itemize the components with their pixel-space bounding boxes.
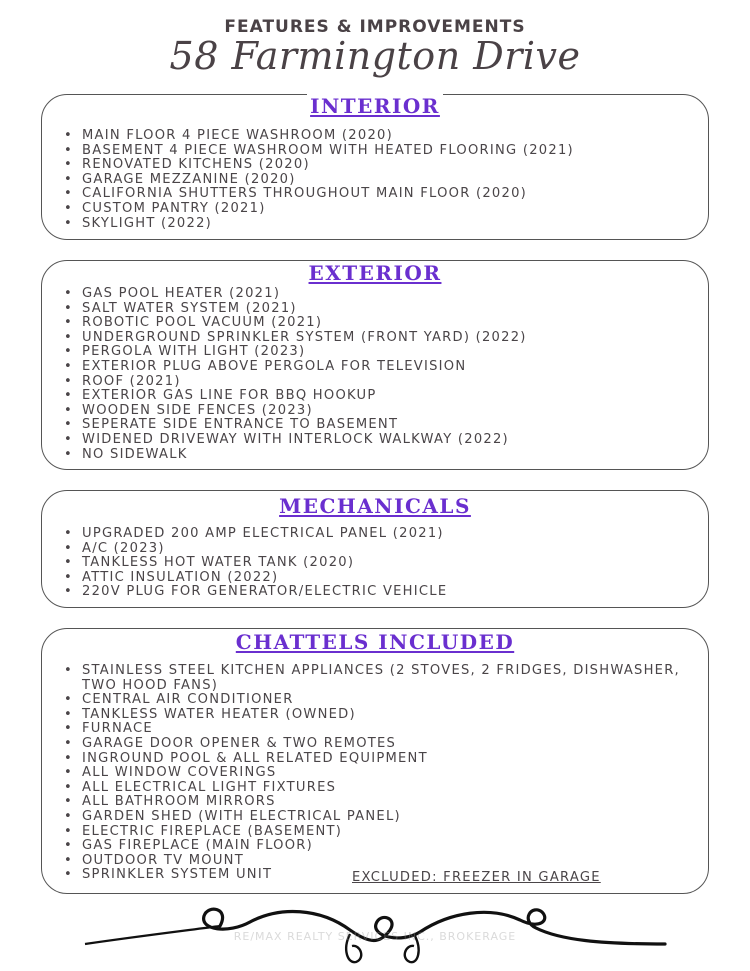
interior-panel (41, 94, 709, 240)
list-item: • ATTIC INSULATION (2022) (82, 571, 696, 586)
exterior-heading (42, 261, 708, 285)
list-item: • SPRINKLER SYSTEM UNIT (82, 868, 696, 883)
list-item: • GARAGE MEZZANINE (2020) (82, 173, 696, 188)
list-item: • TANKLESS WATER HEATER (OWNED) (82, 708, 696, 723)
list-item: • ALL ELECTRICAL LIGHT FIXTURES (82, 781, 696, 796)
chattels-heading-text: CHATTELS INCLUDED (233, 630, 517, 654)
list-item: • SEPERATE SIDE ENTRANCE TO BASEMENT (82, 418, 696, 433)
list-item: • FURNACE (82, 722, 696, 737)
list-item: • EXTERIOR PLUG ABOVE PERGOLA FOR TELEVISION (82, 360, 696, 375)
list-item: • SALT WATER SYSTEM (2021) (82, 302, 696, 317)
mechanicals-heading (42, 494, 708, 518)
exterior-heading-text: EXTERIOR (306, 261, 445, 285)
interior-heading-text: INTERIOR (307, 94, 443, 118)
page-title: 58 Farmington Drive (169, 34, 581, 78)
header-subtitle: FEATURES & IMPROVEMENTS (224, 17, 526, 37)
list-item: • OUTDOOR TV MOUNT (82, 854, 696, 869)
list-item: • SKYLIGHT (2022) (82, 217, 696, 232)
interior-list (82, 129, 696, 231)
list-item: • UNDERGROUND SPRINKLER SYSTEM (FRONT YARD) (2022) (82, 331, 696, 346)
mechanicals-heading-text: MECHANICALS (276, 494, 474, 518)
exterior-panel (41, 260, 709, 470)
list-item: • WOODEN SIDE FENCES (2023) (82, 404, 696, 419)
list-item: • ALL WINDOW COVERINGS (82, 766, 696, 781)
mechanicals-list (82, 527, 696, 600)
list-item: • EXTERIOR GAS LINE FOR BBQ HOOKUP (82, 389, 696, 404)
list-item: • TANKLESS HOT WATER TANK (2020) (82, 556, 696, 571)
list-item: • CENTRAL AIR CONDITIONER (82, 693, 696, 708)
interior-heading (42, 94, 708, 118)
list-item: • ELECTRIC FIREPLACE (BASEMENT) (82, 825, 696, 840)
list-item: • 220V PLUG FOR GENERATOR/ELECTRIC VEHICLE (82, 585, 696, 600)
list-item: • GAS FIREPLACE (MAIN FLOOR) (82, 839, 696, 854)
list-item: • UPGRADED 200 AMP ELECTRICAL PANEL (2021) (82, 527, 696, 542)
list-item: • RENOVATED KITCHENS (2020) (82, 158, 696, 173)
chattels-heading (42, 630, 708, 654)
chattels-list (82, 664, 696, 883)
list-item: • MAIN FLOOR 4 PIECE WASHROOM (2020) (82, 129, 696, 144)
list-item: • CUSTOM PANTRY (2021) (82, 202, 696, 217)
list-item: • INGROUND POOL & ALL RELATED EQUIPMENT (82, 752, 696, 767)
brokerage-watermark: RE/MAX REALTY SERVICES INC., BROKERAGE (233, 930, 517, 943)
list-item: • ROBOTIC POOL VACUUM (2021) (82, 316, 696, 331)
list-item: • BASEMENT 4 PIECE WASHROOM WITH HEATED FLOORING (2021) (82, 144, 696, 159)
list-item: • GAS POOL HEATER (2021) (82, 287, 696, 302)
list-item: • PERGOLA WITH LIGHT (2023) (82, 345, 696, 360)
mechanicals-panel (41, 490, 709, 608)
list-item: • CALIFORNIA SHUTTERS THROUGHOUT MAIN FLOOR (2020) (82, 187, 696, 202)
list-item: • GARAGE DOOR OPENER & TWO REMOTES (82, 737, 696, 752)
list-item: • A/C (2023) (82, 542, 696, 557)
list-item: • STAINLESS STEEL KITCHEN APPLIANCES (2 STOVES, 2 FRIDGES, DISHWASHER, TWO HOOD FANS) (82, 664, 696, 693)
chattels-panel (41, 628, 709, 894)
list-item: • ROOF (2021) (82, 375, 696, 390)
list-item: • WIDENED DRIVEWAY WITH INTERLOCK WALKWAY (2022) (82, 433, 696, 448)
list-item: • ALL BATHROOM MIRRORS (82, 795, 696, 810)
list-item: • GARDEN SHED (WITH ELECTRICAL PANEL) (82, 810, 696, 825)
list-item: • NO SIDEWALK (82, 448, 696, 463)
exterior-list (82, 287, 696, 462)
excluded-note: EXCLUDED: FREEZER IN GARAGE (352, 870, 601, 885)
